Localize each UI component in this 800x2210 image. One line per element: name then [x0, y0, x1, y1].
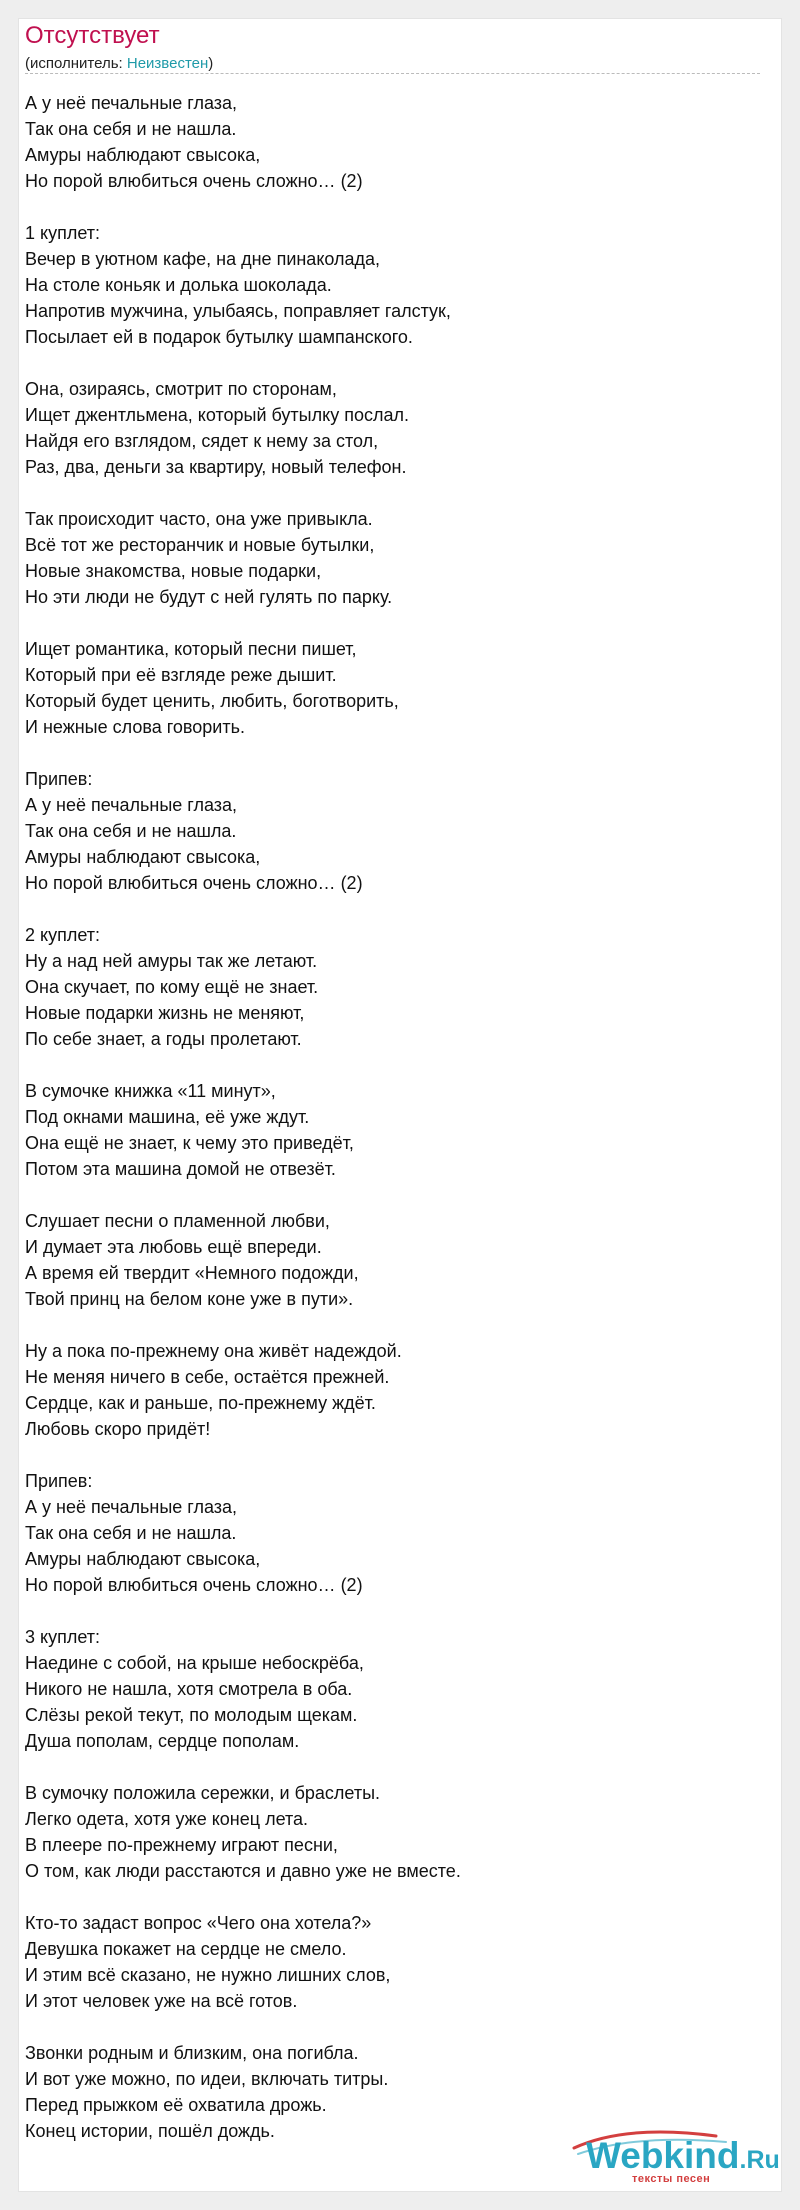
lyrics-text [25, 90, 755, 2170]
lyric-line: Так она себя и не нашла. [25, 821, 237, 841]
lyrics-stanza [25, 376, 755, 480]
lyric-line: И этот человек уже на всё готов. [25, 1991, 298, 2011]
lyric-line: И этим всё сказано, не нужно лишних слов, [25, 1965, 391, 1985]
lyric-line: Ну а над ней амуры так же летают. [25, 951, 318, 971]
lyric-line: Амуры наблюдают свысока, [25, 1549, 261, 1569]
lyrics-stanza [25, 1780, 755, 1884]
lyric-line: Она скучает, по кому ещё не знает. [25, 977, 319, 997]
song-title: Отсутствует [25, 22, 160, 49]
lyric-line: А у неё печальные глаза, [25, 93, 238, 113]
lyric-line: Не меняя ничего в себе, остаётся прежней. [25, 1367, 390, 1387]
lyric-line: Но эти люди не будут с ней гулять по парку. [25, 587, 393, 607]
lyric-line: Посылает ей в подарок бутылку шампанского. [25, 327, 413, 347]
lyric-line: Ищет романтика, который песни пишет, [25, 639, 357, 659]
logo-text [586, 2137, 780, 2174]
lyric-line: И нежные слова говорить. [25, 717, 245, 737]
lyric-line: А время ей твердит «Немного подожди, [25, 1263, 359, 1283]
lyric-line: Который будет ценить, любить, боготворить, [25, 691, 399, 711]
lyric-line: Она ещё не знает, к чему это приведёт, [25, 1133, 354, 1153]
lyrics-stanza [25, 1468, 755, 1598]
lyric-line: Конец истории, пошёл дождь. [25, 2121, 275, 2141]
lyric-line: Который при её взгляде реже дышит. [25, 665, 337, 685]
lyric-line: 2 куплет: [25, 925, 100, 945]
lyric-line: Но порой влюбиться очень сложно… (2) [25, 873, 363, 893]
lyric-line: Так она себя и не нашла. [25, 119, 237, 139]
lyric-line: Никого не нашла, хотя смотрела в оба. [25, 1679, 353, 1699]
webkind-logo[interactable] [566, 2130, 780, 2186]
lyrics-stanza [25, 1910, 755, 2014]
lyric-line: О том, как люди расстаются и давно уже не вместе. [25, 1861, 461, 1881]
lyrics-stanza [25, 766, 755, 896]
performer-link[interactable]: Неизвестен [126, 55, 209, 72]
lyric-line: Кто-то задаст вопрос «Чего она хотела?» [25, 1913, 372, 1933]
lyrics-stanza [25, 1338, 755, 1442]
lyric-line: И думает эта любовь ещё впереди. [25, 1237, 322, 1257]
lyric-line: Найдя его взглядом, сядет к нему за стол, [25, 431, 379, 451]
lyric-line: Наедине с собой, на крыше небоскрёба, [25, 1653, 364, 1673]
logo-main: Webkind [586, 2135, 740, 2176]
lyrics-stanza [25, 1078, 755, 1182]
lyric-line: В сумочке книжка «11 минут», [25, 1081, 276, 1101]
lyric-line: Она, озираясь, смотрит по сторонам, [25, 379, 337, 399]
lyric-line: Сердце, как и раньше, по-прежнему ждёт. [25, 1393, 376, 1413]
lyric-line: Под окнами машина, её уже ждут. [25, 1107, 310, 1127]
lyric-line: Новые подарки жизнь не меняют, [25, 1003, 305, 1023]
lyrics-stanza [25, 2040, 755, 2144]
lyric-line: Припев: [25, 1471, 93, 1491]
lyric-line: Слёзы рекой текут, по молодым щекам. [25, 1705, 358, 1725]
lyric-line: Напротив мужчина, улыбаясь, поправляет галстук, [25, 301, 451, 321]
lyric-line: Припев: [25, 769, 93, 789]
logo-tld: .Ru [739, 2146, 780, 2174]
lyric-line: В сумочку положила сережки, и браслеты. [25, 1783, 381, 1803]
lyric-line: Всё тот же ресторанчик и новые бутылки, [25, 535, 375, 555]
lyric-line: Слушает песни о пламенной любви, [25, 1211, 330, 1231]
lyric-line: Легко одета, хотя уже конец лета. [25, 1809, 309, 1829]
lyric-line: Ну а пока по-прежнему она живёт надеждой. [25, 1341, 402, 1361]
lyrics-stanza [25, 1624, 755, 1754]
lyrics-stanza [25, 922, 755, 1052]
lyrics-stanza [25, 506, 755, 610]
lyric-line: И вот уже можно, по идеи, включать титры. [25, 2069, 389, 2089]
lyric-line: Перед прыжком её охватила дрожь. [25, 2095, 327, 2115]
lyric-line: Потом эта машина домой не отвезёт. [25, 1159, 336, 1179]
lyric-line: Амуры наблюдают свысока, [25, 847, 261, 867]
lyrics-stanza [25, 90, 755, 194]
title-divider [25, 73, 760, 74]
lyric-line: Амуры наблюдают свысока, [25, 145, 261, 165]
lyric-line: По себе знает, а годы пролетают. [25, 1029, 302, 1049]
performer-line [25, 56, 213, 71]
performer-suffix: ) [208, 55, 214, 72]
lyrics-stanza [25, 220, 755, 350]
logo-tagline: тексты песен [632, 2173, 711, 2185]
lyric-line: А у неё печальные глаза, [25, 1497, 238, 1517]
lyric-line: А у неё печальные глаза, [25, 795, 238, 815]
lyric-line: Вечер в уютном кафе, на дне пинаколада, [25, 249, 381, 269]
lyric-line: На столе коньяк и долька шоколада. [25, 275, 332, 295]
lyrics-stanza [25, 1208, 755, 1312]
lyric-line: Любовь скоро придёт! [25, 1419, 211, 1439]
lyric-line: Девушка покажет на сердце не смело. [25, 1939, 347, 1959]
lyric-line: Твой принц на белом коне уже в пути». [25, 1289, 354, 1309]
lyric-line: 1 куплет: [25, 223, 100, 243]
lyric-line: Новые знакомства, новые подарки, [25, 561, 322, 581]
lyric-line: В плеере по-прежнему играют песни, [25, 1835, 338, 1855]
lyrics-stanza [25, 636, 755, 740]
lyric-line: Ищет джентльмена, который бутылку послал. [25, 405, 409, 425]
lyric-line: Раз, два, деньги за квартиру, новый телефон. [25, 457, 407, 477]
lyric-line: Но порой влюбиться очень сложно… (2) [25, 171, 363, 191]
lyric-line: Так происходит часто, она уже привыкла. [25, 509, 373, 529]
performer-prefix: (исполнитель: [25, 55, 127, 72]
lyric-line: 3 куплет: [25, 1627, 100, 1647]
lyric-line: Но порой влюбиться очень сложно… (2) [25, 1575, 363, 1595]
lyric-line: Так она себя и не нашла. [25, 1523, 237, 1543]
lyric-line: Душа пополам, сердце пополам. [25, 1731, 300, 1751]
lyric-line: Звонки родным и близким, она погибла. [25, 2043, 359, 2063]
